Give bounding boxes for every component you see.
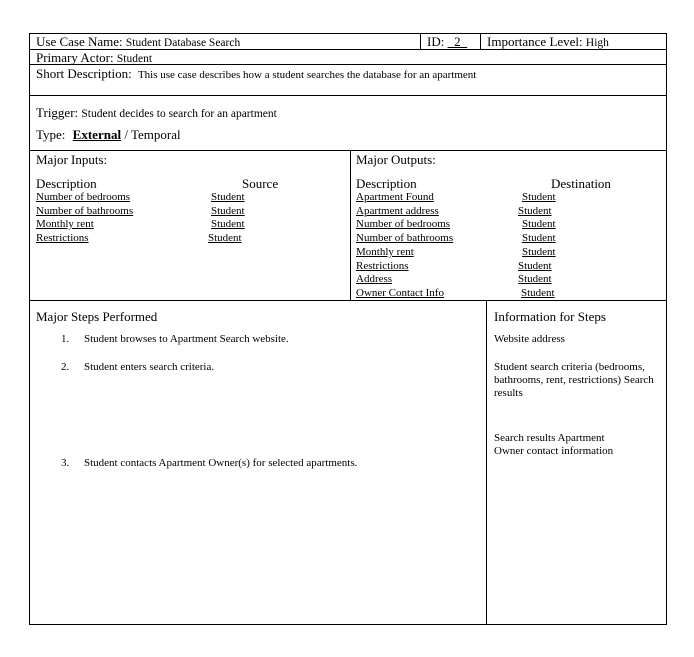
primary-actor-value: Student — [116, 53, 153, 65]
step-number: 3. — [61, 457, 70, 469]
output-description: Number of bathrooms — [356, 232, 454, 244]
input-source: Student — [211, 218, 245, 230]
output-description: Restrictions — [356, 260, 409, 272]
trigger-field — [36, 105, 277, 122]
input-description: Number of bedrooms — [36, 191, 131, 203]
trigger-label: Trigger: — [36, 105, 79, 120]
importance-field — [487, 34, 609, 51]
divider-steps-info — [486, 300, 487, 624]
use-case-name-field — [36, 34, 240, 51]
id-label: ID: — [427, 34, 445, 49]
divider-id-left — [420, 33, 421, 49]
step-text: Student contacts Apartment Owner(s) for selected apartments. — [84, 457, 358, 469]
use-case-name-label: Use Case Name: — [36, 34, 123, 49]
input-source: Student — [208, 232, 242, 244]
divider-steps — [29, 300, 666, 301]
output-destination: Student — [518, 260, 552, 272]
steps-heading: Major Steps Performed — [36, 309, 158, 324]
form-border-right — [666, 33, 667, 624]
output-destination: Student — [522, 232, 556, 244]
inputs-col-source: Source — [242, 176, 279, 191]
input-description: Restrictions — [36, 232, 89, 244]
step-text: Student enters search criteria. — [84, 361, 215, 373]
divider-trigger — [29, 95, 666, 96]
divider-inputs — [29, 150, 666, 151]
divider-id-right — [480, 33, 481, 49]
step-number: 1. — [61, 333, 70, 345]
step-number: 2. — [61, 361, 70, 373]
output-description: Owner Contact Info — [356, 287, 444, 299]
output-description: Address — [356, 273, 393, 285]
primary-actor-label: Primary Actor: — [36, 50, 114, 65]
type-external: External — [72, 127, 122, 142]
output-destination: Student — [522, 246, 556, 258]
type-separator: / — [124, 127, 128, 142]
info-item: Website address — [494, 333, 565, 345]
output-description: Monthly rent — [356, 246, 414, 258]
output-description: Apartment address — [356, 205, 439, 217]
outputs-heading: Major Outputs: — [356, 152, 436, 167]
inputs-col-description: Description — [36, 176, 97, 191]
id-value: _2_ — [447, 34, 468, 49]
id-field — [427, 34, 467, 49]
step-text: Student browses to Apartment Search website. — [84, 333, 289, 345]
input-source: Student — [211, 205, 245, 217]
input-description: Monthly rent — [36, 218, 94, 230]
short-description-field — [36, 66, 476, 83]
short-description-label: Short Description: — [36, 66, 132, 81]
input-source: Student — [211, 191, 245, 203]
form-border-bottom — [29, 624, 667, 625]
use-case-name-value: Student Database Search — [125, 37, 241, 49]
divider-io — [350, 150, 351, 300]
trigger-value: Student decides to search for an apartment — [81, 108, 277, 120]
output-description: Number of bedrooms — [356, 218, 451, 230]
output-description: Apartment Found — [356, 191, 434, 203]
outputs-col-destination: Destination — [551, 176, 611, 191]
importance-value: High — [585, 37, 609, 49]
output-destination: Student — [522, 218, 556, 230]
type-field — [36, 127, 181, 142]
output-destination: Student — [518, 205, 552, 217]
info-item: Search results Apartment Owner contact information — [494, 432, 614, 457]
info-heading: Information for Steps — [494, 309, 606, 324]
output-destination: Student — [518, 273, 552, 285]
form-border-left — [29, 33, 30, 624]
primary-actor-field — [36, 50, 152, 67]
type-label: Type: — [36, 127, 66, 142]
info-item: Student search criteria (bedrooms, bathrooms, rent, restrictions) Search results — [494, 361, 654, 399]
output-destination: Student — [521, 287, 555, 299]
short-description-value: This use case describes how a student searches the database for an apartment — [137, 69, 477, 81]
output-destination: Student — [522, 191, 556, 203]
type-temporal: Temporal — [130, 127, 181, 142]
inputs-heading: Major Inputs: — [36, 152, 108, 167]
outputs-col-description: Description — [356, 176, 417, 191]
input-description: Number of bathrooms — [36, 205, 134, 217]
importance-label: Importance Level: — [487, 34, 583, 49]
